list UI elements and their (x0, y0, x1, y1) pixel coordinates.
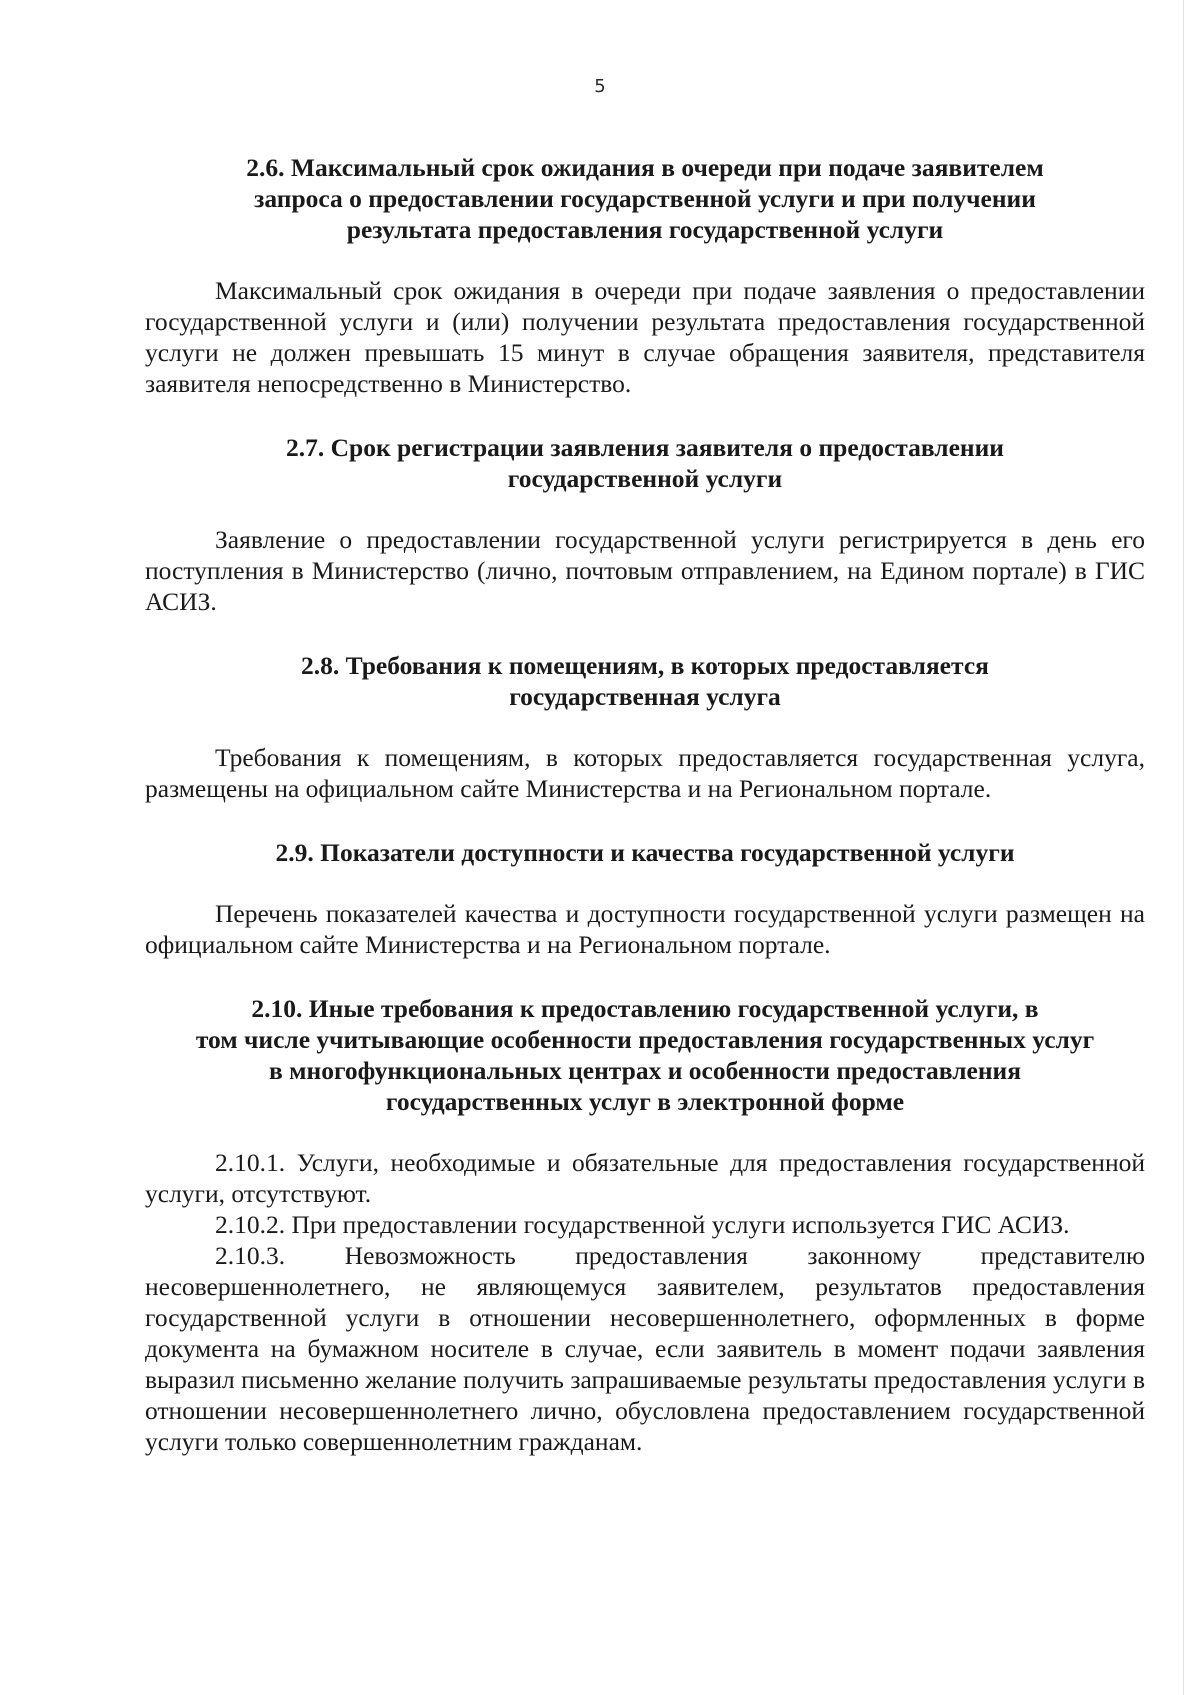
paragraph: 2.10.3. Невозможность предоставления законному представителю несовершеннолетнего, не являющемуся заявителем, результатов предоставления государственной услуги в отношении несовершеннолетнего, оформленных в форме документа на бумажном носителе в случае, если заявитель в момент подачи заявления выразил письменно желание получить запрашиваемые результаты предоставления услуги в отношении несовершеннолетнего лично, обусловлена предоставлением государственной услуги только совершеннолетним гражданам. (145, 1241, 1145, 1456)
section-heading (145, 152, 1145, 245)
paragraph: Заявление о предоставлении государственной услуги регистрируется в день его поступления в Министерство (лично, почтовым отправлением, на Едином портале) в ГИС АСИЗ. (145, 525, 1145, 616)
section-heading (145, 993, 1145, 1117)
heading-line: 2.7. Срок регистрации заявления заявителя о предоставлении (285, 433, 1004, 462)
section-heading (145, 837, 1145, 868)
heading-line: 2.8. Требования к помещениям, в которых предоставляется (301, 651, 989, 680)
heading-line: 2.10. Иные требования к предоставлению государственной услуги, в (251, 994, 1039, 1023)
heading-line: результата предоставления государственной услуги (346, 215, 944, 244)
paragraph: 2.10.1. Услуги, необходимые и обязательные для предоставления государственной услуги, отсутствуют. (145, 1148, 1145, 1208)
paragraph: 2.10.2. При предоставлении государственной услуги используется ГИС АСИЗ. (215, 1210, 1070, 1239)
heading-line: том числе учитывающие особенности предоставления государственных услуг (195, 1025, 1095, 1054)
heading-line: государственной услуги (507, 464, 783, 493)
section-2-10 (145, 993, 1145, 1457)
scan-edge-line (1183, 0, 1184, 1695)
section-2-7 (145, 432, 1145, 617)
section-2-6 (145, 152, 1145, 399)
heading-line: государственная услуга (509, 682, 781, 711)
heading-line: государственных услуг в электронной форме (385, 1087, 905, 1116)
section-heading (145, 650, 1145, 712)
paragraph: Требования к помещениям, в которых предоставляется государственная услуга, размещены на официальном сайте Министерства и на Региональном портале. (145, 743, 1145, 803)
paragraph: Перечень показателей качества и доступности государственной услуги размещен на официальном сайте Министерства и на Региональном портале. (145, 899, 1145, 959)
page-number: 5 (594, 76, 606, 97)
document-body (145, 152, 1145, 1457)
heading-line: 2.9. Показатели доступности и качества государственной услуги (275, 838, 1015, 867)
heading-line: в многофункциональных центрах и особенности предоставления (268, 1056, 1022, 1085)
section-2-8 (145, 650, 1145, 804)
heading-line: запроса о предоставлении государственной услуги и при получении (254, 184, 1036, 213)
heading-line: 2.6. Максимальный срок ожидания в очереди при подаче заявителем (246, 153, 1044, 182)
section-2-9 (145, 837, 1145, 960)
paragraph: Максимальный срок ожидания в очереди при подаче заявления о предоставлении государственной услуги и (или) получении результата предоставления государственной услуги не должен превышать 15 минут в случае обращения заявителя, представителя заявителя непосредственно в Министерство. (145, 276, 1145, 398)
section-heading (145, 432, 1145, 494)
